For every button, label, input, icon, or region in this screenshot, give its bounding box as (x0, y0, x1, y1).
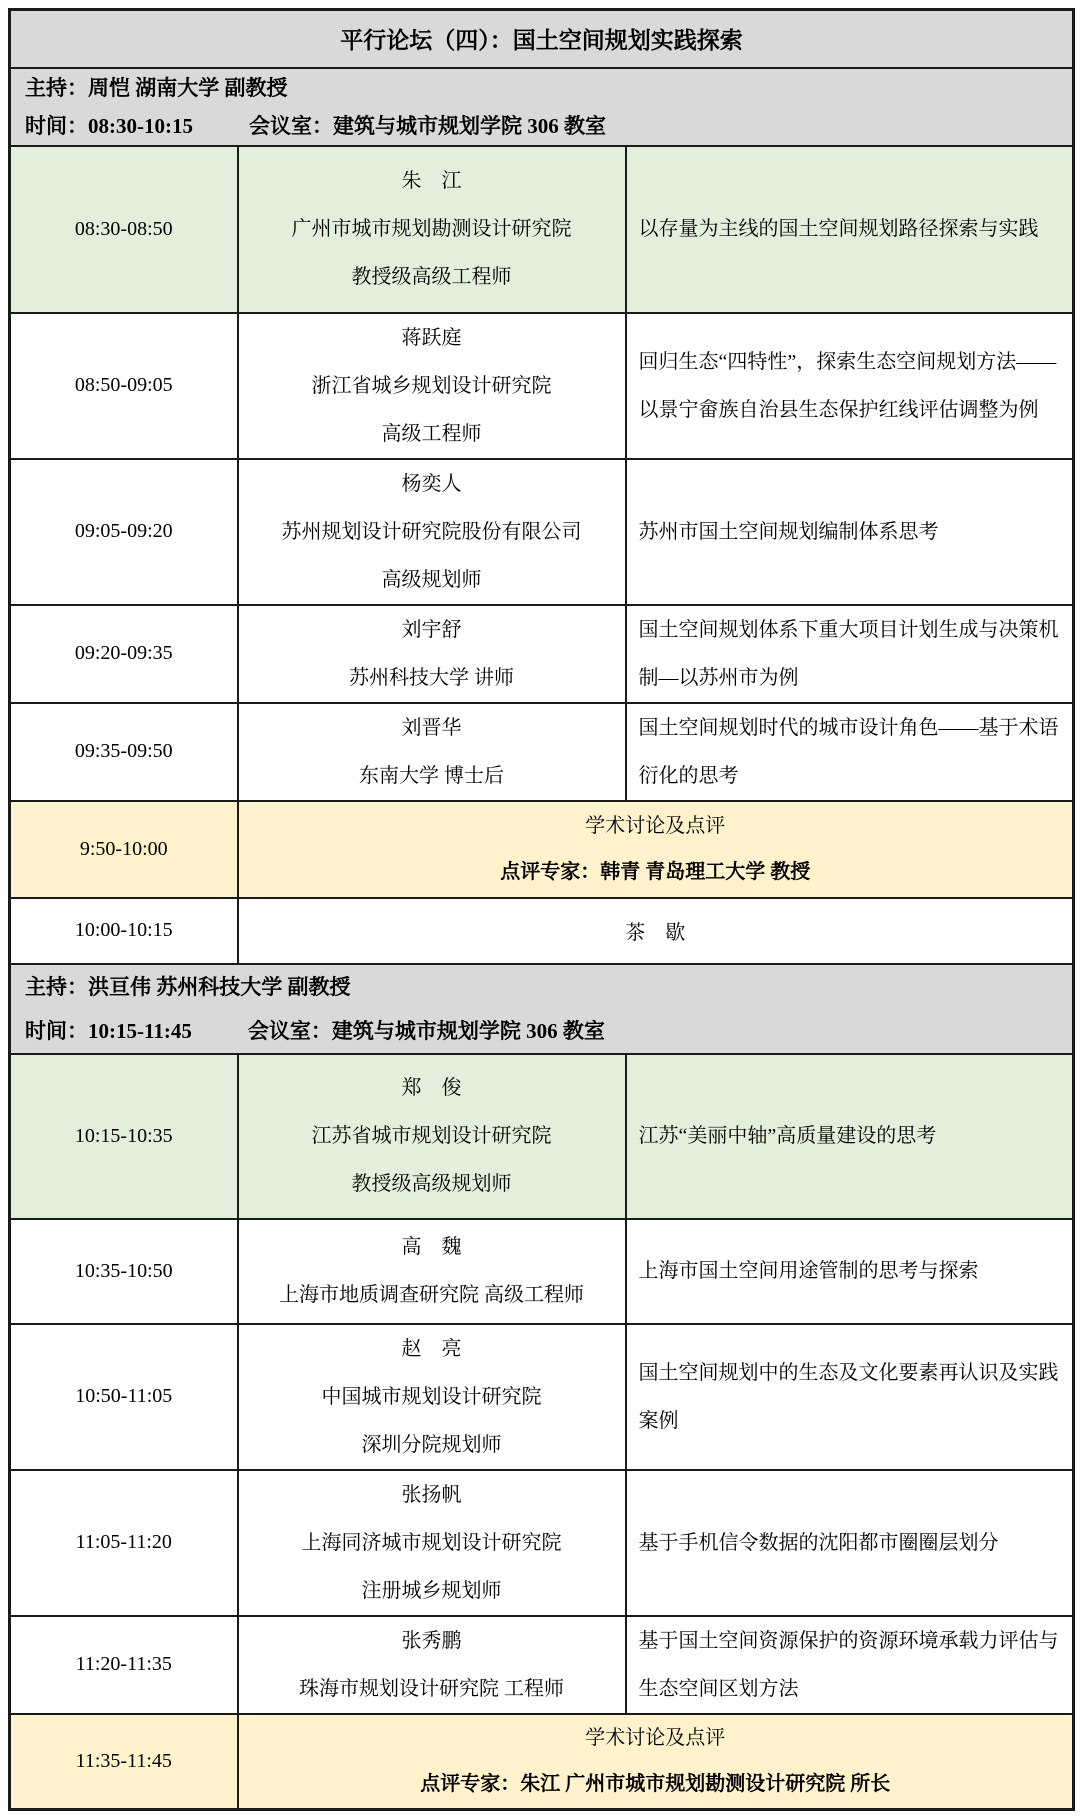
discussion-label: 学术讨论及点评 (585, 815, 726, 837)
discussion-label: 学术讨论及点评 (585, 1727, 726, 1750)
talk-time: 11:05-11:20 (10, 1470, 238, 1616)
talk-time: 09:20-09:35 (10, 605, 238, 703)
discussion-cell (238, 801, 1074, 898)
talk-row (10, 1616, 1074, 1714)
talk-time: 11:20-11:35 (10, 1616, 238, 1714)
talk-row (10, 1470, 1074, 1616)
speaker-affiliation: 浙江省城乡规划设计研究院 (311, 374, 552, 397)
speaker-affiliation: 苏州规划设计研究院股份有限公司 (281, 520, 582, 543)
discussion-cell (238, 1714, 1074, 1810)
speaker-name: 赵 亮 (401, 1337, 462, 1360)
tea-break-row (10, 898, 1074, 964)
talk-topic: 国土空间规划时代的城市设计角色——基于术语衍化的思考 (626, 703, 1074, 801)
talk-row (10, 313, 1074, 459)
discussion-row (10, 801, 1074, 898)
talk-topic: 上海市国土空间用途管制的思考与探索 (626, 1219, 1074, 1324)
speaker-affiliation: 中国城市规划设计研究院 (321, 1385, 542, 1408)
speaker-cell (238, 1616, 626, 1714)
session1-header-row (10, 68, 1074, 146)
session1-header-cell (10, 68, 1074, 146)
session1-time-room (25, 107, 1058, 145)
discussion-expert: 点评专家：韩青 青岛理工大学 教授 (500, 861, 811, 883)
discussion-row (10, 1714, 1074, 1810)
talk-topic: 回归生态“四特性”，探索生态空间规划方法——以景宁畲族自治县生态保护红线评估调整为例 (626, 313, 1074, 459)
talk-time: 10:35-10:50 (10, 1219, 238, 1324)
session1-room: 会议室：建筑与城市规划学院 306 教室 (248, 113, 606, 138)
talk-time: 09:35-09:50 (10, 703, 238, 801)
speaker-name: 蒋跃庭 (401, 326, 462, 349)
session2-time-room (25, 1009, 1058, 1053)
speaker-cell (238, 1470, 626, 1616)
speaker-cell (238, 146, 626, 313)
tea-break-label: 茶 歇 (238, 898, 1074, 964)
speaker-affiliation: 广州市城市规划勘测设计研究院 (291, 218, 572, 240)
speaker-name: 刘宇舒 (401, 618, 462, 641)
talk-time: 09:05-09:20 (10, 459, 238, 605)
talk-row (10, 1219, 1074, 1324)
talk-topic: 国土空间规划中的生态及文化要素再认识及实践案例 (626, 1324, 1074, 1470)
session2-header-row (10, 964, 1074, 1054)
talk-row (10, 605, 1074, 703)
tea-break-time: 10:00-10:15 (10, 898, 238, 964)
session2-host: 主持：洪亘伟 苏州科技大学 副教授 (25, 974, 351, 999)
session1-host: 主持：周恺 湖南大学 副教授 (25, 75, 288, 100)
talk-row (10, 459, 1074, 605)
speaker-cell (238, 313, 626, 459)
session2-time: 时间：10:15-11:45 (25, 1018, 192, 1043)
speaker-position: 注册城乡规划师 (361, 1579, 502, 1602)
speaker-position: 深圳分院规划师 (361, 1433, 502, 1456)
talk-topic: 国土空间规划体系下重大项目计划生成与决策机制—以苏州市为例 (626, 605, 1074, 703)
speaker-name: 朱 江 (401, 170, 462, 192)
speaker-affiliation: 上海同济城市规划设计研究院 (301, 1531, 562, 1554)
talk-topic: 苏州市国土空间规划编制体系思考 (626, 459, 1074, 605)
speaker-cell (238, 1219, 626, 1324)
speaker-position: 教授级高级规划师 (351, 1173, 512, 1195)
session1-time: 时间：08:30-10:15 (25, 113, 193, 138)
speaker-position: 高级规划师 (381, 568, 482, 591)
session2-room: 会议室：建筑与城市规划学院 306 教室 (247, 1018, 605, 1043)
speaker-cell (238, 703, 626, 801)
talk-time: 10:15-10:35 (10, 1054, 238, 1219)
talk-row (10, 703, 1074, 801)
speaker-name: 张扬帆 (401, 1483, 462, 1506)
speaker-name: 张秀鹏 (401, 1629, 462, 1652)
speaker-cell (238, 605, 626, 703)
title-row (10, 10, 1074, 68)
forum-title: 平行论坛（四）：国土空间规划实践探索 (10, 10, 1074, 68)
speaker-cell (238, 459, 626, 605)
talk-row (10, 1324, 1074, 1470)
speaker-name: 郑 俊 (401, 1077, 462, 1099)
discussion-time: 9:50-10:00 (10, 801, 238, 898)
discussion-time: 11:35-11:45 (10, 1714, 238, 1810)
speaker-name: 杨奕人 (401, 472, 462, 495)
talk-time: 08:50-09:05 (10, 313, 238, 459)
session2-header-cell (10, 964, 1074, 1054)
speaker-position: 教授级高级工程师 (351, 266, 512, 288)
talk-topic: 基于手机信令数据的沈阳都市圈圈层划分 (626, 1470, 1074, 1616)
speaker-affiliation: 苏州科技大学 讲师 (349, 666, 514, 689)
talk-topic: 以存量为主线的国土空间规划路径探索与实践 (626, 146, 1074, 313)
speaker-name: 刘晋华 (401, 716, 462, 739)
talk-row (10, 146, 1074, 313)
speaker-affiliation: 珠海市规划设计研究院 工程师 (299, 1677, 564, 1700)
speaker-cell (238, 1054, 626, 1219)
talk-topic: 基于国土空间资源保护的资源环境承载力评估与生态空间区划方法 (626, 1616, 1074, 1714)
speaker-affiliation: 上海市地质调查研究院 高级工程师 (279, 1284, 584, 1306)
talk-topic: 江苏“美丽中轴”高质量建设的思考 (626, 1054, 1074, 1219)
talk-time: 08:30-08:50 (10, 146, 238, 313)
talk-row (10, 1054, 1074, 1219)
speaker-position: 高级工程师 (381, 422, 482, 445)
speaker-affiliation: 东南大学 博士后 (359, 764, 504, 787)
talk-time: 10:50-11:05 (10, 1324, 238, 1470)
discussion-expert: 点评专家：朱江 广州市城市规划勘测设计研究院 所长 (420, 1773, 891, 1796)
forum-schedule-table (8, 8, 1075, 1811)
speaker-cell (238, 1324, 626, 1470)
speaker-affiliation: 江苏省城市规划设计研究院 (311, 1125, 552, 1147)
speaker-name: 高 魏 (401, 1236, 462, 1258)
